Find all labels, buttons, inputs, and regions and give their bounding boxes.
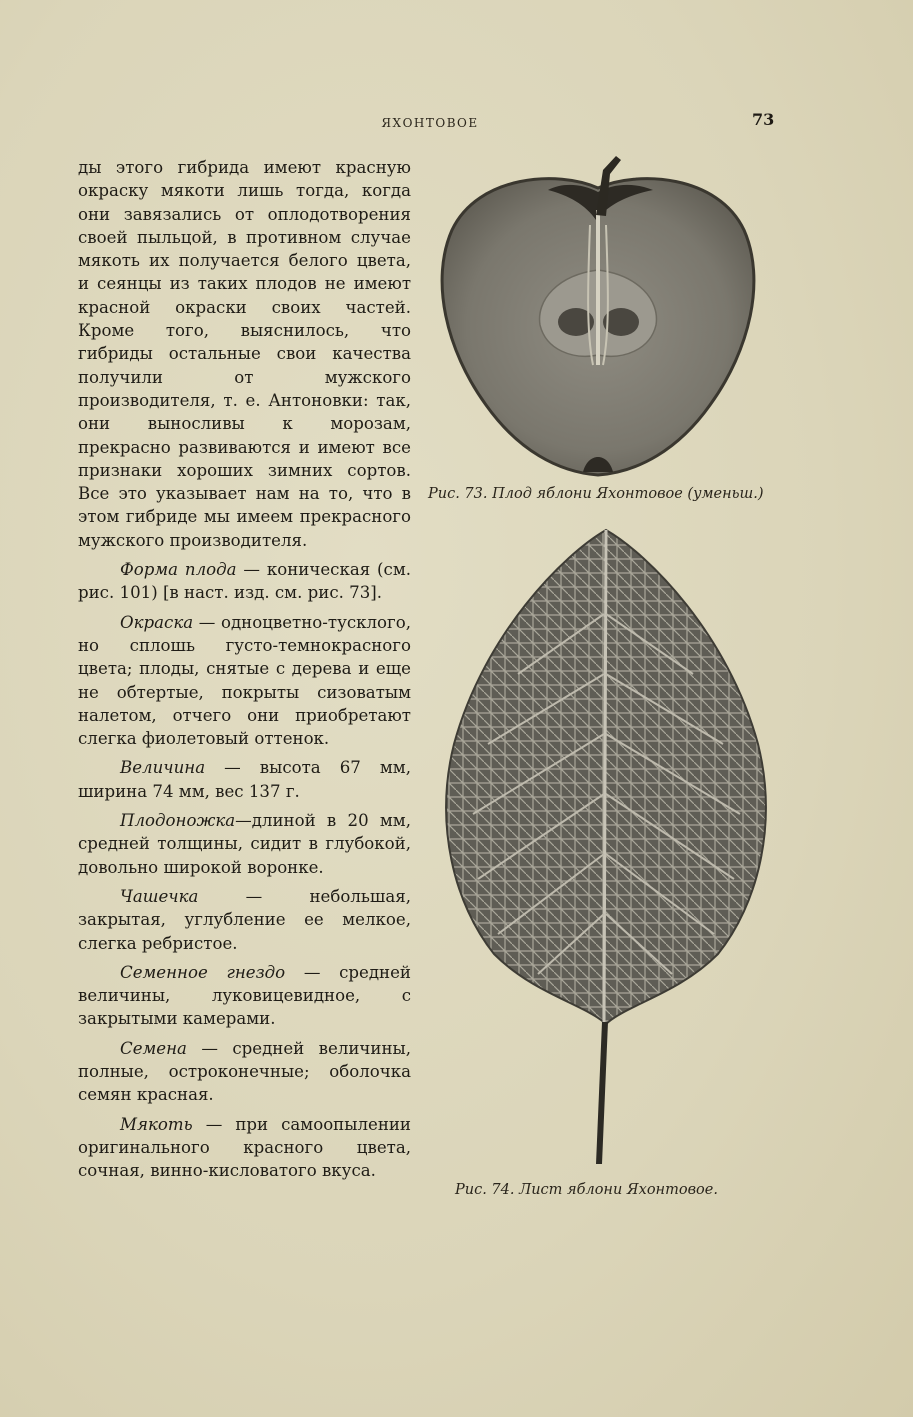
- term-seeds: Семена: [120, 1038, 187, 1058]
- paragraph-stalk: [78, 809, 411, 879]
- desc-size: — высота 67 мм, ширина 74 мм, вес 137 г.: [78, 758, 411, 801]
- leaf-petiole: [596, 1022, 608, 1164]
- text-column: [78, 156, 411, 1188]
- term-seed-cavity: Семенное гнездо: [120, 962, 286, 982]
- desc-seed-cavity: — средней величины, луковицевидное, с закрытыми камерами.: [78, 962, 411, 1029]
- figure-73-caption: Рис. 73. Плод яблони Яхонтовое (уменьш.): [428, 486, 764, 502]
- desc-flesh: — при самоопылении оригинального красного цвета, сочная, винно-кисловатого вкуса.: [78, 1114, 411, 1181]
- paragraph-flesh: [78, 1113, 411, 1183]
- page-number: 73: [752, 110, 775, 129]
- desc-stalk: —длиной в 20 мм, средней толщины, сидит в глубокой, довольно широкой воронке.: [78, 811, 411, 877]
- paragraph-fruit-shape: [78, 558, 411, 605]
- term-fruit-shape: Форма плода: [120, 560, 237, 580]
- desc-seeds: — средней величины, полные, остроконечные; оболочка семян красная.: [78, 1038, 411, 1105]
- paragraph-size: [78, 756, 411, 803]
- term-calyx: Чашечка: [120, 886, 199, 906]
- desc-calyx: — небольшая, закрытая, углубление ее мелкое, слегка ребристое.: [78, 886, 411, 953]
- desc-fruit-shape: — коническая (см. рис. 101) [в наст. изд. см. рис. 73].: [78, 560, 411, 603]
- desc-color: — одноцветно-тусклого, но сплошь густо-темнокрасного цвета; плоды, снятые с дерева и еще не обтертые, покрыты сизоватым налетом, отчего они приобретают слегка фиолетовый оттенок.: [78, 612, 411, 749]
- leaf-figure: [428, 524, 784, 1174]
- intro-paragraph: ды этого гибрида имеют красную окраску мякоти лишь тогда, когда они завязались от оплодотворения своей пыльцой, в противном случае мякоть их получается белого цвета, и сеянцы из таких плодов не имеют красной окраски своих частей. Кроме того, выяснилось, что гибриды остальные свои качества получили от мужского производителя, т. е. Антоновки: так, они выносливы к морозам, прекрасно развиваются и имеют все признаки хороших зимних сортов. Все это указывает нам на то, что в этом гибриде мы имеем прекрасного мужского производителя.: [78, 158, 411, 550]
- term-stalk: Плодоножка: [120, 811, 236, 831]
- term-flesh: Мякоть: [120, 1114, 193, 1134]
- leaf-midrib: [604, 530, 606, 1024]
- apple-cross-section-figure: [438, 150, 758, 485]
- paragraph-seeds: [78, 1037, 411, 1107]
- paragraph-calyx: [78, 885, 411, 955]
- term-color: Окраска: [120, 612, 194, 632]
- paragraph-color: [78, 611, 411, 751]
- term-size: Величина: [120, 758, 206, 778]
- figure-74-caption: Рис. 74. Лист яблони Яхонтовое.: [455, 1182, 718, 1198]
- running-title: ЯХОНТОВОЕ: [381, 116, 479, 130]
- paragraph-seed-cavity: [78, 961, 411, 1031]
